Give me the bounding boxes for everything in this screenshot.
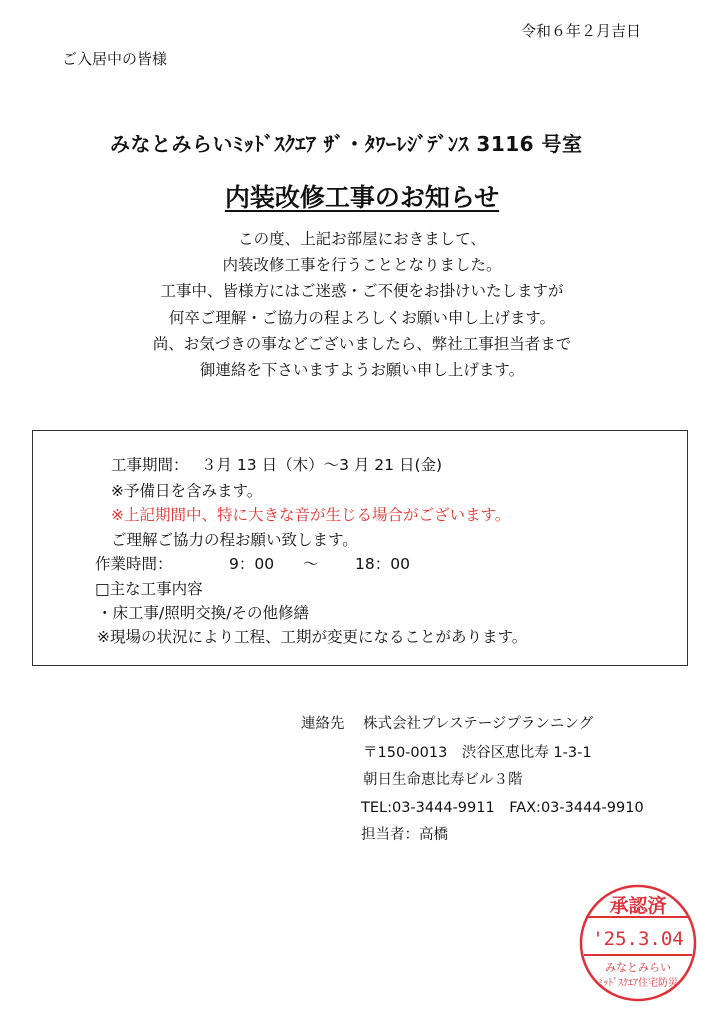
- contact-phone-fax: TEL:03-3444-9911 FAX:03-3444-9910: [361, 800, 644, 816]
- request-text: ご理解ご協力の程お願い致します。: [111, 531, 358, 549]
- contact-label: 連絡先: [301, 716, 345, 732]
- intro-line: 御連絡を下さいますようお願い申し上げます。: [199, 361, 525, 380]
- contact-company: 株式会社プレステージプランニング: [363, 716, 594, 732]
- intro-line: 工事中、皆様方にはご迷惑・ご不便をお掛けいたしますが: [160, 282, 564, 301]
- hours-label: 作業時間：: [95, 555, 173, 573]
- main-work-items: ・床工事/照明交換/その他修繕: [97, 604, 309, 622]
- notice-heading-text: 内装改修工事のお知らせ: [224, 183, 500, 212]
- schedule-change-note: ※現場の状況により工程、工期が変更になることがあります。: [97, 628, 528, 646]
- salutation: ご入居中の皆様: [62, 50, 168, 68]
- contact-person: 担当者：高橋: [361, 827, 448, 843]
- period-value: ３月 13 日（木）～3 月 21 日(金): [201, 456, 443, 474]
- property-title: みなとみらいﾐｯﾄﾞｽｸｴｱ ｻﾞ・ﾀﾜｰﾚｼﾞﾃﾞﾝｽ 3116 号室: [110, 132, 583, 156]
- notice-box: [32, 430, 688, 666]
- hours-end: 18：00: [355, 555, 410, 573]
- stamp-bottom-text-1: みなとみらい: [605, 961, 671, 974]
- contact-address-2: 朝日生命恵比寿ビル３階: [363, 772, 523, 788]
- intro-line: この度、上記お部屋におきまして、: [238, 230, 486, 248]
- approval-stamp: [578, 883, 698, 1003]
- intro-paragraph: [0, 226, 724, 383]
- document-date: 令和６年２月吉日: [521, 22, 642, 40]
- period-label: 工事期間：: [111, 456, 189, 474]
- intro-line: 内装改修工事を行うこととなりました。: [222, 256, 502, 275]
- stamp-approved-text: 承認済: [609, 895, 667, 917]
- main-work-label: □主な工事内容: [95, 580, 203, 598]
- contact-address-1: 〒150-0013 渋谷区恵比寿 1-3-1: [363, 745, 592, 761]
- hours-start: 9：00: [229, 555, 275, 573]
- intro-line: 尚、お気づきの事などございましたら、弊社工事担当者まで: [152, 334, 572, 353]
- notice-heading: [0, 178, 724, 214]
- stamp-date-text: '25.3.04: [592, 928, 684, 950]
- stamp-bottom-text-2: ﾐｯﾄﾞｽｸｴｱ住宅防災: [598, 978, 678, 989]
- hours-separator: ～: [303, 555, 319, 573]
- intro-line: 何卒ご理解・ご協力の程よろしくお願い申し上げます。: [168, 308, 556, 327]
- noise-warning: ※上記期間中、特に大きな音が生じる場合がございます。: [111, 506, 511, 524]
- reserve-note: ※予備日を含みます。: [111, 482, 263, 500]
